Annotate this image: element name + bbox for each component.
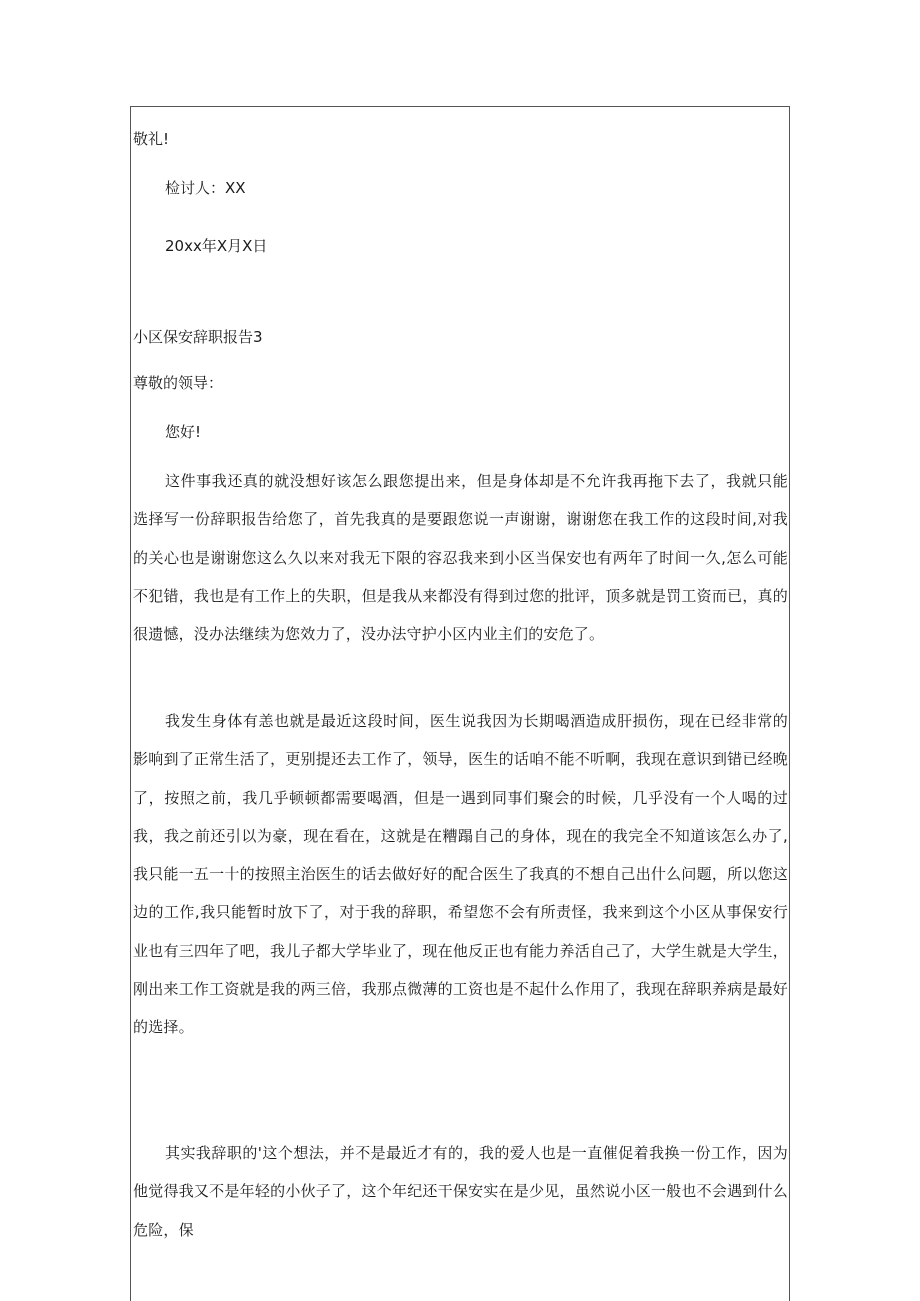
- closing-line: 敬礼!: [133, 130, 170, 148]
- salutation-line: 尊敬的领导：: [133, 374, 224, 392]
- paragraph-1: 这件事我还真的就没想好该怎么跟您提出来，但是身体却是不允许我再拖下去了，我就只能选择写一份辞职报告给您了，首先我真的是要跟您说一声谢谢，谢谢您在我工作的这段时间,对我的关心也是谢谢您这么久以来对我无下限的容忍我来到小区当保安也有两年了时间一久,怎么可能不犯错，我也是有工作上的失职，但是我从来都没有得到过您的批评，顶多就是罚工资而已，真的很遗憾，没办法继续为您效力了，没办法守护小区内业主们的安危了。: [133, 472, 788, 644]
- signer-line: 检讨人：XX: [165, 179, 246, 197]
- date-line: 20xx年X月X日: [165, 237, 268, 255]
- paragraph-3: 其实我辞职的'这个想法，并不是最近才有的，我的爱人也是一直催促着我换一份工作，因为他觉得我又不是年轻的小伙子了，这个年纪还干保安实在是少见，虽然说小区一般也不会遇到什么危险，保: [133, 1144, 788, 1239]
- section-title: 小区保安辞职报告3: [133, 328, 263, 346]
- greeting-line: 您好!: [165, 423, 202, 441]
- paragraph-2: 我发生身体有恙也就是最近这段时间，医生说我因为长期喝酒造成肝损伤，现在已经非常的影响到了正常生活了，更别提还去工作了，领导，医生的话咱不能不听啊，我现在意识到错已经晚了，按照之前，我几乎顿顿都需要喝酒，但是一遇到同事们聚会的时候，几乎没有一个人喝的过我，我之前还引以为豪，现在看在，这就是在糟蹋自己的身体，现在的我完全不知道该怎么办了,我只能一五一十的按照主治医生的话去做好好的配合医生了我真的不想自己出什么问题，所以您这边的工作,我只能暂时放下了，对于我的辞职，希望您不会有所责怪，我来到这个小区从事保安行业也有三四年了吧，我儿子都大学毕业了，现在他反正也有能力养活自己了，大学生就是大学生，刚出来工作工资就是我的两三倍，我那点微薄的工资也是不起什么作用了，我现在辞职养病是最好的选择。: [133, 712, 788, 1037]
